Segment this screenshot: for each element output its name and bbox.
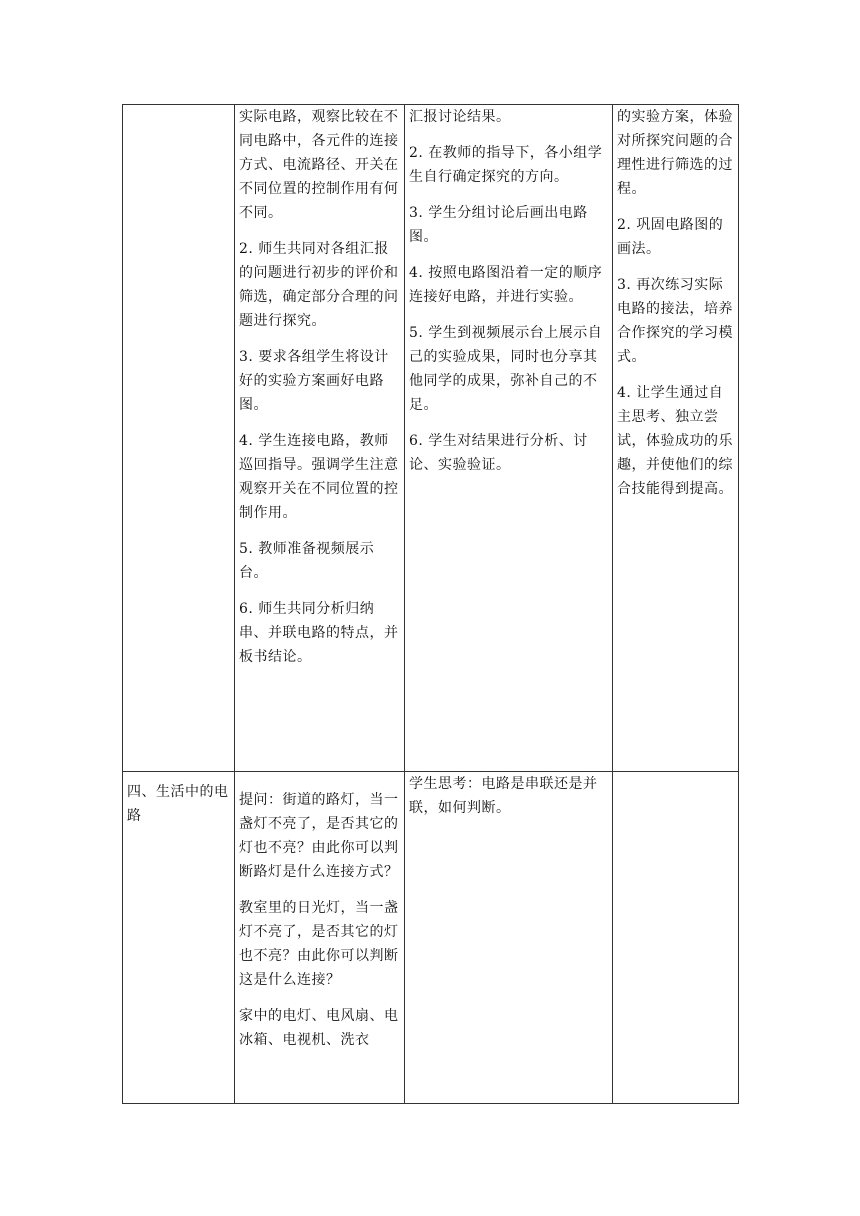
teacher-activity-cell: [235, 105, 405, 772]
teacher-paragraph: 实际电路，观察比较在不同电路中，各元件的连接方式、电流路径、开关在不同位置的控制作用有何不同。: [239, 109, 399, 221]
table-row: [123, 772, 739, 1104]
student-paragraph: 4. 按照电路图沿着一定的顺序连接好电路，并进行实验。: [409, 265, 603, 305]
student-paragraph: 3. 学生分组讨论后画出电路图。: [409, 205, 588, 245]
design-intent-cell: [613, 772, 739, 1104]
teacher-paragraph: 5. 教师准备视频展示台。: [239, 541, 375, 581]
student-paragraph: 学生思考：电路是串联还是并联，如何判断。: [409, 776, 598, 816]
teacher-paragraph: 2. 师生共同对各组汇报的问题进行初步的评价和筛选，确定部分合理的问题进行探究。: [239, 241, 399, 329]
teacher-paragraph: 提问：街道的路灯，当一盏灯不亮了，是否其它的灯也不亮？由此你可以判断路灯是什么连接方式？: [239, 792, 399, 880]
intent-paragraph: 3. 再次练习实际电路的接法，培养合作探究的学习模式。: [617, 277, 733, 365]
student-paragraph: 5. 学生到视频展示台上展示自己的实验成果，同时也分享其他同学的成果，弥补自己的不足。: [409, 325, 603, 413]
teacher-paragraph: 6. 师生共同分析归纳串、并联电路的特点，并板书结论。: [239, 601, 399, 665]
student-activity-cell: [405, 772, 613, 1104]
student-activity-cell: [405, 105, 613, 772]
teacher-paragraph: 教室里的日光灯，当一盏灯不亮了，是否其它的灯也不亮？由此你可以判断这是什么连接？: [239, 900, 399, 988]
intent-paragraph: 4. 让学生通过自主思考、独立尝试，体验成功的乐趣，并使他们的综合技能得到提高。: [617, 385, 733, 497]
stage-cell: [123, 772, 235, 1104]
lesson-plan-table: [122, 104, 739, 1104]
student-paragraph: 汇报讨论结果。: [409, 109, 511, 125]
student-paragraph: 6. 学生对结果进行分析、讨论、实验验证。: [409, 433, 588, 473]
student-paragraph: 2. 在教师的指导下，各小组学生自行确定探究的方向。: [409, 145, 603, 185]
teacher-paragraph: 3. 要求各组学生将设计好的实验方案画好电路图。: [239, 349, 389, 413]
teacher-paragraph: 4. 学生连接电路，教师巡回指导。强调学生注意观察开关在不同位置的控制作用。: [239, 433, 399, 521]
stage-cell: [123, 105, 235, 772]
table-row: [123, 105, 739, 772]
intent-paragraph: 2. 巩固电路图的画法。: [617, 217, 724, 257]
teacher-paragraph: 家中的电灯、电风扇、电冰箱、电视机、洗衣: [239, 1008, 399, 1048]
stage-title: 四、生活中的电路: [127, 784, 229, 824]
teacher-activity-cell: [235, 772, 405, 1104]
intent-paragraph: 的实验方案，体验对所探究问题的合理性进行筛选的过程。: [617, 109, 733, 197]
design-intent-cell: [613, 105, 739, 772]
